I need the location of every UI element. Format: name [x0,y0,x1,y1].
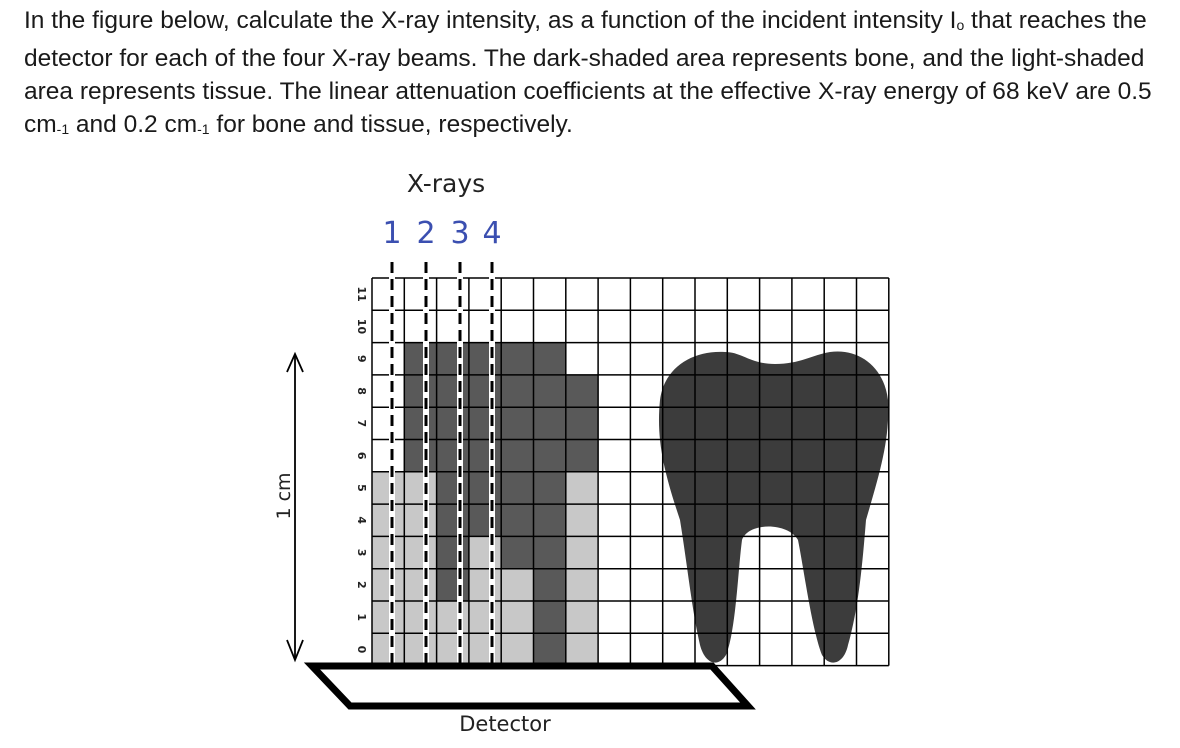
row-number-6: 6 [355,451,368,460]
row-number-9: 9 [355,354,368,363]
row-number-2: 2 [355,581,368,589]
detector-plate [312,666,748,706]
beam-number-4: 4 [482,216,502,251]
row-number-10: 10 [355,318,368,335]
tissue-region [501,569,533,666]
row-number-4: 4 [355,516,368,525]
beam-numbers [382,216,501,251]
row-number-3: 3 [355,548,368,557]
tooth-icon [659,351,888,662]
xrays-label: X-rays [406,169,486,198]
detector-label: Detector [459,712,551,736]
beam-number-1: 1 [382,216,402,251]
row-number-5: 5 [355,484,368,492]
beam-number-2: 2 [416,216,436,251]
bone-region [566,375,598,472]
bone-region [501,343,533,569]
scale-label: 1 cm [273,472,295,520]
row-number-7: 7 [355,419,368,428]
beam-number-3: 3 [450,216,470,251]
row-numbers [355,286,368,653]
row-number-8: 8 [355,387,368,395]
row-number-0: 0 [355,645,368,654]
row-number-11: 11 [355,286,368,302]
question-text: In the figure below, calculate the X-ray intensity, as a function of the incident intensity $I_o$ that reaches the detector for each of the four X-ray beams. The dark-shaded area represents bone, and the light-shaded area represents tissue. The linear attenuation coefficients at the effective X-ray energy of 68 keV are 0.5 $cm_{-1}$ and 0.2 $cm_{-1}$ for bone and tissue, respectively. [24,7,1152,138]
row-number-1: 1 [355,613,368,621]
